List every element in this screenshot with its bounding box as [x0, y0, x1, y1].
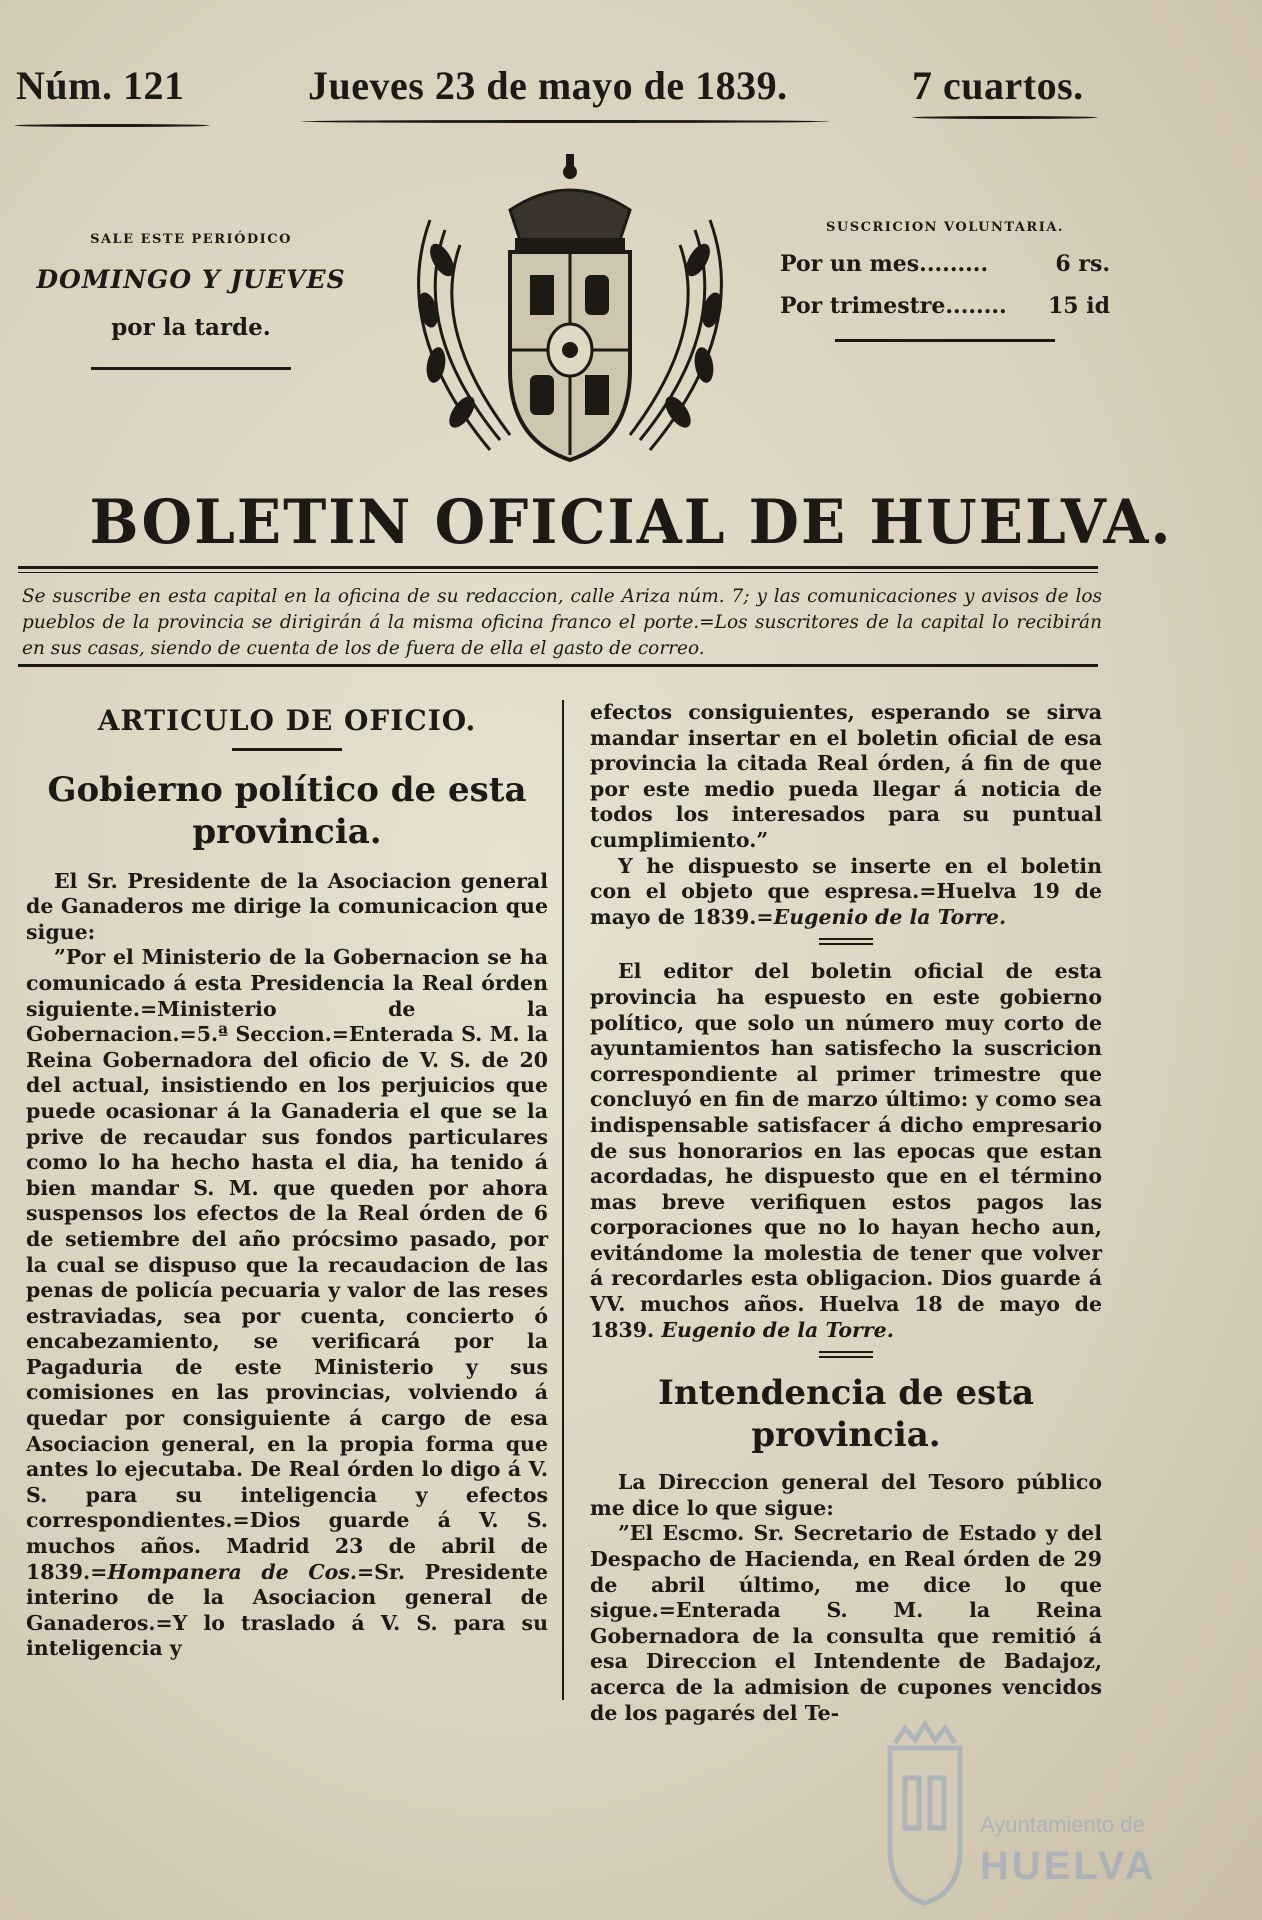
schedule-heading: SALE ESTE PERIÓDICO [90, 232, 292, 247]
masthead [0, 62, 1262, 122]
article-text: =Sr. Presidente interino de la Asociacion general de Ganaderos.=Y lo traslado á V. S. para su inteligencia y [26, 1559, 548, 1661]
price-underline [912, 116, 1098, 119]
subscription-row-month [780, 251, 1110, 277]
right-column [590, 700, 1102, 1726]
article-paragraph [590, 854, 1102, 931]
section-heading-oficio: ARTICULO DE OFICIO. [97, 704, 477, 737]
article-paragraph [590, 959, 1102, 1343]
article-paragraph: La Direccion general del Tesoro público me dice lo que sigue: [590, 1470, 1102, 1520]
schedule-days: DOMINGO Y JUEVES [36, 265, 346, 294]
signature-name: Hompanera de Cos. [107, 1559, 357, 1584]
subscription-rule [835, 339, 1055, 342]
watermark-city: HUELVA [980, 1844, 1157, 1888]
left-column [26, 700, 548, 1662]
subscription-quarter-value: 15 id [1047, 293, 1110, 319]
huelva-coat-of-arms-icon [880, 1718, 970, 1908]
article-separator [819, 938, 873, 945]
article-paragraph: El Sr. Presidente de la Asociacion general de Ganaderos me dirige la comunicacion que sigue: [26, 868, 548, 944]
schedule-time: por la tarde. [111, 314, 271, 341]
issue-underline [14, 124, 210, 127]
column-divider [562, 700, 564, 1700]
article-paragraph [26, 945, 548, 1662]
article-paragraph: efectos consiguientes, esperando se sirva mandar insertar en el boletin oficial de esa provincia la citada Real órden, á fin de que por este medio pueda llegar á noticia de todos los interesados para su puntual cumplimiento.” [590, 700, 1102, 852]
title-rule-thin [18, 572, 1098, 573]
issue-date: Jueves 23 de mayo de 1839. [308, 63, 788, 108]
oficio-rule [232, 748, 342, 751]
subscription-notice: Se suscribe en esta capital en la oficina de su redaccion, calle Ariza núm. 7; y las comunicaciones y avisos de los pueblos de la provincia se dirigirán á la misma oficina franco el porte.=Los suscritores de la capital lo recibirán en sus casas, siendo de cuenta de los de fuera de ella el gasto de correo. [22, 586, 1102, 659]
section-heading-gobierno: Gobierno político de esta provincia. [47, 769, 527, 852]
article-text: ”Por el Ministerio de la Gobernacion se ha comunicado á esta Presidencia la Real órden siguiente.=Ministerio de la Gobernacion.=5.ª Seccion.=Enterada S. M. la Reina Gobernadora del oficio de V. S. de 20 del actual, insistiendo en los perjuicios que puede ocasionar á la Ganaderia el que se la prive de recaudar sus fondos particulares como lo ha hecho hasta el dia, ha tenido á bien mandar S. M. que queden por ahora suspensos los efectos de la Real órden de 6 de setiembre del año prócsimo pasado, por la cual se dispuso que la recaudacion de las penas de policía pecuaria y valor de las reses estraviadas, sea por cuenta, concierto ó encabezamiento, se verificará por la Pagaduria de este Ministerio y sus comisiones en las provincias, volviendo á quedar por consiguiente á cargo de esa Asociacion general, en la propia forma que antes lo ejecutaba. De Real órden lo digo á V. S. para su inteligencia y efectos correspondientes.=Dios guarde á V. S. muchos años. Madrid 23 de abril de 1839.= [26, 945, 548, 1584]
royal-coat-of-arms-icon [370, 150, 770, 480]
subscription-quarter-label: Por trimestre........ [780, 293, 1007, 319]
publication-schedule [26, 232, 356, 370]
date-underline [300, 120, 830, 123]
signature-name: Eugenio de la Torre. [661, 1317, 894, 1342]
issue-number: Núm. 121 [16, 63, 185, 108]
watermark-label: Ayuntamiento de [980, 1812, 1145, 1837]
subscription-prices [780, 220, 1110, 342]
subscription-heading: SUSCRICION VOLUNTARIA. [826, 220, 1064, 235]
notice-rule [18, 664, 1098, 667]
newspaper-title: BOLETIN OFICIAL DE HUELVA. [89, 486, 1173, 558]
archive-watermark [880, 1718, 1180, 1908]
article-text: Y he dispuesto se inserte en el boletin con el objeto que espresa.=Huelva 19 de mayo de 1839.= [590, 853, 1102, 929]
signature-name: Eugenio de la Torre. [773, 904, 1007, 929]
subscription-row-quarter [780, 293, 1110, 319]
subscription-month-label: Por un mes......... [780, 251, 989, 277]
title-rule-top [18, 566, 1098, 569]
article-separator [819, 1351, 873, 1358]
section-heading-intendencia: Intendencia de esta provincia. [657, 1373, 1035, 1456]
issue-price: 7 cuartos. [912, 63, 1084, 108]
subscription-month-value: 6 rs. [1055, 251, 1110, 277]
article-paragraph: ”El Escmo. Sr. Secretario de Estado y del Despacho de Hacienda, en Real órden de 29 de abril último, me dice lo que sigue.=Enterada S. M. la Reina Gobernadora de la consulta que remitió á esa Direccion el Intendente de Badajoz, acerca de la admision de cupones vencidos de los pagarés del Te- [590, 1521, 1102, 1725]
schedule-rule [91, 367, 291, 370]
article-text: El editor del boletin oficial de esta provincia ha espuesto en este gobierno político, que solo un número muy corto de ayuntamientos han satisfecho la suscricion correspondiente al primer trimestre que concluyó en fin de marzo último: y como sea indispensable satisfacer á dicho empresario de sus honorarios en las epocas que estan acordadas, he dispuesto que en el término mas breve verifiquen estos pagos las corporaciones que no lo hayan hecho aun, evitándome la molestia de tener que volver á recordarles esta obligacion. Dios guarde á VV. muchos años. Huelva 18 de mayo de 1839. [590, 959, 1102, 1342]
